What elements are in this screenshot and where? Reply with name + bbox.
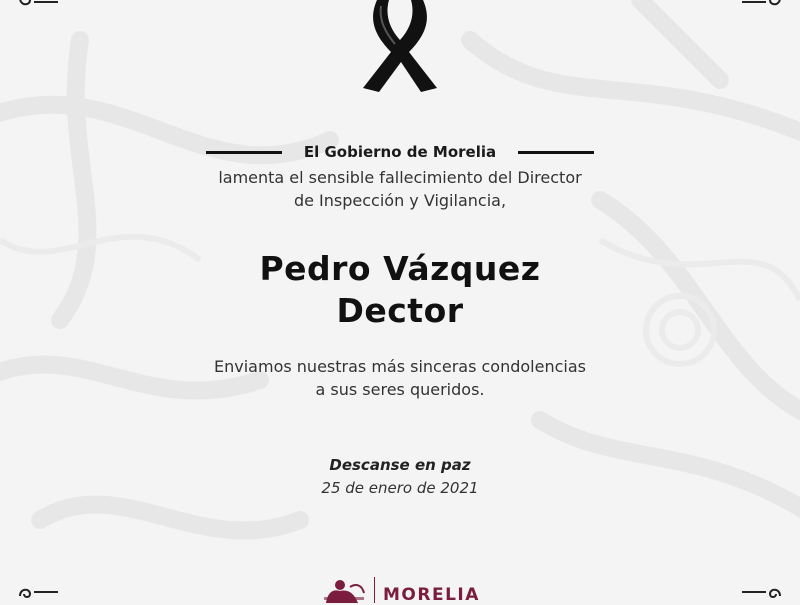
organization-name: El Gobierno de Morelia <box>303 143 497 161</box>
corner-ornament-icon <box>742 582 782 602</box>
logo-separator <box>374 577 375 603</box>
deceased-name-line-2: Dector <box>336 291 464 330</box>
morelia-logo-icon <box>320 573 368 603</box>
deceased-name-line-1: Pedro Vázquez <box>259 249 541 288</box>
right-divider <box>518 151 594 154</box>
corner-ornament-icon <box>18 582 58 602</box>
condolences-line-2: a sus seres queridos. <box>315 380 485 399</box>
condolences-text <box>0 355 800 401</box>
morelia-logo <box>320 573 480 603</box>
rest-in-peace: Descanse en paz <box>329 456 471 474</box>
header-row <box>0 141 800 163</box>
left-divider <box>206 151 282 154</box>
corner-ornament-icon <box>18 0 58 12</box>
condolences-line-1: Enviamos nuestras más sinceras condolencias <box>214 357 586 376</box>
logo-text: MORELIA <box>383 585 480 605</box>
lament-text <box>0 166 800 212</box>
lament-line-1: lamenta el sensible fallecimiento del Director <box>218 168 582 187</box>
date: 25 de enero de 2021 <box>321 479 479 497</box>
lament-line-2: de Inspección y Vigilancia, <box>293 191 507 210</box>
mourning-ribbon-icon <box>355 0 445 95</box>
corner-ornament-icon <box>742 0 782 12</box>
deceased-name <box>0 248 800 332</box>
closing-text <box>0 454 800 500</box>
